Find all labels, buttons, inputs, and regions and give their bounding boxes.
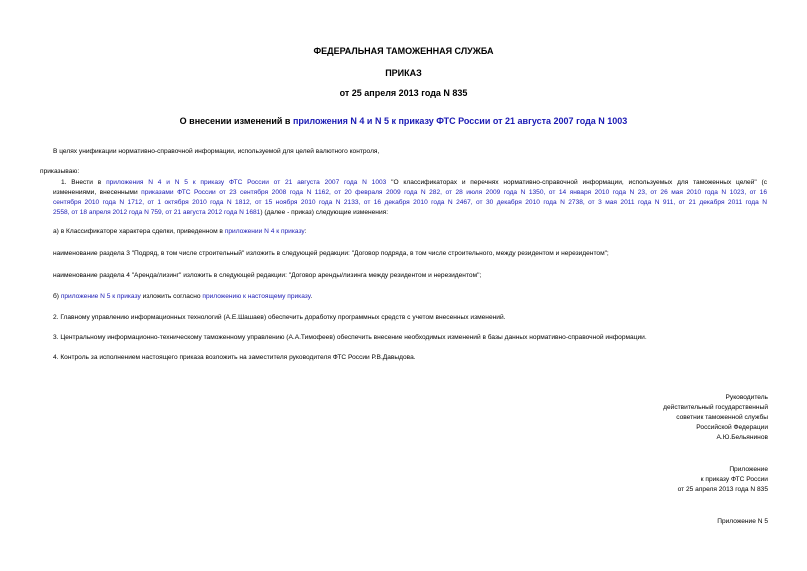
item-1-line-4: 2558, от 18 апреля 2012 года N 759, от 21 августа 2012 года N 1681) (далее - приказ) следующие изменения: bbox=[53, 209, 389, 216]
item-1 bbox=[53, 178, 767, 218]
signature-line-5: А.Ю.Бельянинов bbox=[716, 434, 768, 441]
preamble: В целях унификации нормативно-справочной информации, используемой для целей валютного контроля, bbox=[53, 148, 380, 155]
doc-type: ПРИКАЗ bbox=[385, 68, 422, 78]
doc-title-link[interactable]: приложения N 4 и N 5 к приказу ФТС России от 21 августа 2007 года N 1003 bbox=[292, 116, 628, 126]
doc-date-number: от 25 апреля 2013 года N 835 bbox=[339, 88, 468, 98]
item-4: 4. Контроль за исполнением настоящего приказа возложить на заместителя руководителя ФТС России Р.В.Давыдова. bbox=[53, 354, 416, 361]
signature-line-1: Руководитель bbox=[725, 394, 768, 401]
link-appendix-4[interactable]: приложении N 4 к приказу bbox=[224, 228, 305, 235]
signature-block bbox=[663, 393, 768, 443]
item-b: б) приложение N 5 к приказу изложить согласно приложению к настоящему приказу. bbox=[53, 293, 313, 300]
link-appendices-4-5[interactable]: приложения N 4 и N 5 к приказу ФТС России от 21 августа 2007 года N 1003 bbox=[106, 179, 387, 186]
item-1-line-2: изменениями, внесенными приказами ФТС России от 23 сентября 2008 года N 1162, от 20 февраля 2009 года N 282, от 28 июля 2009 года N 1350, от 14 января 2010 года N 23, от 26 мая 2010 года N 1023, от 16 bbox=[53, 189, 767, 196]
link-appendix-5[interactable]: приложение N 5 к приказу bbox=[60, 293, 141, 300]
order-word: приказываю: bbox=[40, 168, 80, 175]
item-a-1: наименование раздела 3 "Подряд, в том числе строительный" изложить в следующей редакции: "Договор подряда, в том числе строительного, между резидентом и нерезидентом"; bbox=[53, 250, 609, 257]
item-a-2: наименование раздела 4 "Аренда/лизинг" изложить в следующей редакции: "Договор аренды/лизинга между резидентом и нерезидентом"; bbox=[53, 272, 482, 279]
link-orders-part-2[interactable]: сентября 2010 года N 1712, от 1 октября 2010 года N 1812, от 15 ноября 2010 года N 2133, от 16 декабря 2010 года N 2467, от 30 декабря 2010 года N 2738, от 3 мая 2011 года N 911, от 21 декабря 2011 года N bbox=[53, 199, 767, 206]
appendix-line-1: Приложение bbox=[729, 466, 768, 473]
agency-name: ФЕДЕРАЛЬНАЯ ТАМОЖЕННАЯ СЛУЖБА bbox=[313, 46, 494, 56]
item-2: 2. Главному управлению информационных технологий (А.Е.Шашаев) обеспечить доработку программных средств с учетом внесенных изменений. bbox=[53, 314, 506, 321]
signature-line-3: советник таможенной службы bbox=[676, 414, 768, 421]
link-appendix-this-order[interactable]: приложению к настоящему приказу bbox=[202, 293, 311, 300]
appendix-line-2: к приказу ФТС России bbox=[700, 476, 768, 483]
appendix-line-3: от 25 апреля 2013 года N 835 bbox=[677, 486, 768, 493]
signature-line-4: Российской Федерации bbox=[696, 424, 768, 431]
appendix-5-label: Приложение N 5 bbox=[717, 518, 768, 525]
link-orders-part-3[interactable]: 2558, от 18 апреля 2012 года N 759, от 21 августа 2012 года N 1681 bbox=[53, 209, 261, 216]
doc-title-prefix: О внесении изменений в bbox=[179, 116, 293, 126]
item-1-line-3 bbox=[53, 198, 767, 208]
link-orders-part-1[interactable]: приказами ФТС России от 23 сентября 2008 года N 1162, от 20 февраля 2009 года N 282, от 28 июля 2009 года N 1350, от 14 января 2010 года N 23, от 26 мая 2010 года N 1023, от 16 bbox=[141, 189, 767, 196]
item-3: 3. Центральному информационно-техническому таможенному управлению (А.А.Тимофеев) обеспечить внесение необходимых изменений в базы данных нормативно-справочной информации. bbox=[53, 334, 647, 341]
item-1-line-1: 1. Внести в приложения N 4 и N 5 к приказу ФТС России от 21 августа 2007 года N 1003 "О классификаторах и перечнях нормативно-справочной информации, используемых для таможенных целей" (с bbox=[61, 179, 767, 186]
doc-title bbox=[0, 116, 807, 127]
appendix-block bbox=[678, 465, 768, 495]
signature-line-2: действительный государственный bbox=[663, 404, 768, 411]
item-a: а) в Классификаторе характера сделки, приведенном в приложении N 4 к приказу: bbox=[53, 228, 307, 235]
